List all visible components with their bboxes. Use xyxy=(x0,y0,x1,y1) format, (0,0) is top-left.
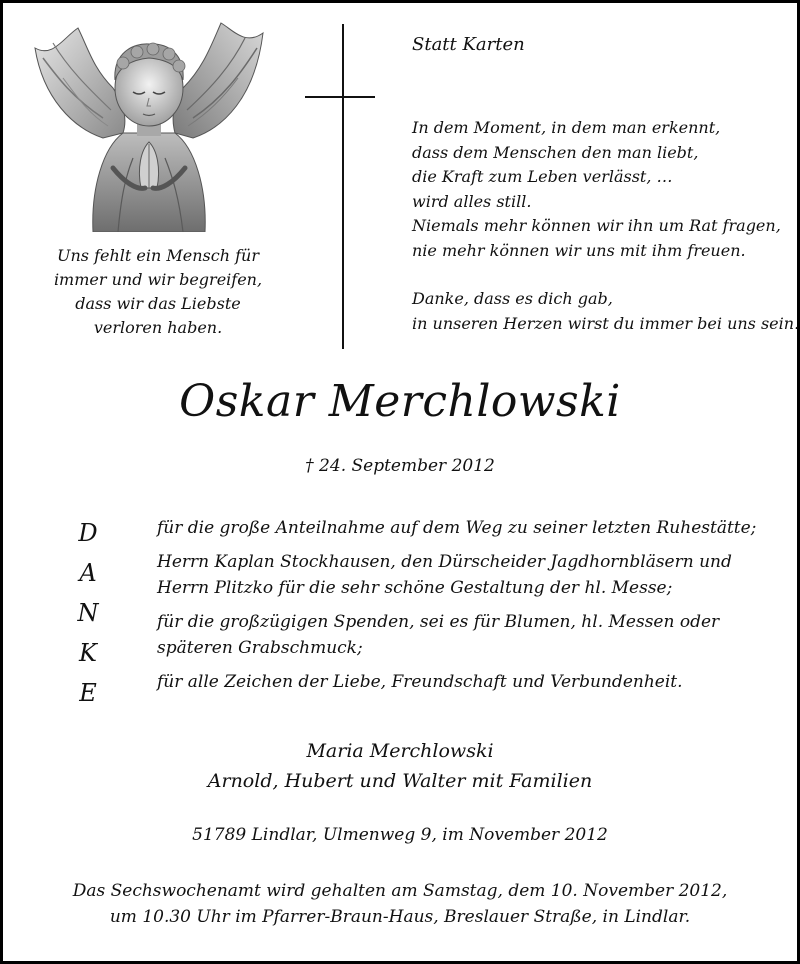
danke-letter: N xyxy=(77,599,99,627)
family-line: Arnold, Hubert und Walter mit Familien xyxy=(207,770,593,792)
poem-line: Niemals mehr können wir ihn um Rat fragen, xyxy=(412,216,781,235)
poem xyxy=(412,116,792,263)
thanks-item xyxy=(157,669,777,695)
left-quote-line: dass wir das Liebste xyxy=(75,294,241,313)
thanks-item xyxy=(157,515,777,541)
thanks-item-line: späteren Grabschmuck; xyxy=(157,638,363,658)
service-line: Das Sechswochenamt wird gehalten am Samstag, dem 10. November 2012, xyxy=(72,881,728,901)
angel-picture xyxy=(33,18,265,232)
left-quote xyxy=(20,244,296,340)
thanks-item-line: für die großzügigen Spenden, sei es für Blumen, hl. Messen oder xyxy=(157,612,720,632)
danke-letter: E xyxy=(79,679,97,707)
family-signature xyxy=(0,736,800,796)
poem-line: dass dem Menschen den man liebt, xyxy=(412,142,699,162)
danke-vertical xyxy=(68,513,108,713)
left-quote-line: Uns fehlt ein Mensch für xyxy=(57,246,259,265)
danke-letter: K xyxy=(79,639,97,667)
thanks-item-line: Herrn Plitzko für die sehr schöne Gestaltung der hl. Messe; xyxy=(157,578,673,598)
poem-line: nie mehr können wir uns mit ihm freuen. xyxy=(412,240,746,260)
poem-line: die Kraft zum Leben verlässt, … xyxy=(412,167,673,186)
service-line: um 10.30 Uhr im Pfarrer-Braun-Haus, Breslauer Straße, in Lindlar. xyxy=(109,907,691,927)
thanks-item-line: für die große Anteilnahme auf dem Weg zu seiner letzten Ruhestätte; xyxy=(157,518,757,538)
left-quote-line: immer und wir begreifen, xyxy=(53,270,263,289)
service-announcement xyxy=(0,878,800,930)
thanks-item-line: Herrn Kaplan Stockhausen, den Dürscheider Jagdhornbläsern und xyxy=(157,552,732,572)
thanks-item xyxy=(157,549,777,601)
poem-line: wird alles still. xyxy=(412,191,532,211)
deceased-name: Oskar Merchlowski xyxy=(179,376,621,427)
family-line: Maria Merchlowski xyxy=(306,740,494,762)
thanks-item-line: für alle Zeichen der Liebe, Freundschaft und Verbundenheit. xyxy=(157,672,683,692)
left-quote-line: verloren haben. xyxy=(93,318,223,337)
statt-karten-heading: Statt Karten xyxy=(412,34,525,55)
thanks-note xyxy=(412,286,800,336)
thanks-note-line: Danke, dass es dich gab, xyxy=(412,289,613,308)
danke-letter: D xyxy=(78,519,98,547)
thanks-list xyxy=(157,515,777,703)
praying-angel-icon xyxy=(33,18,265,232)
address-line: 51789 Lindlar, Ulmenweg 9, im November 2012 xyxy=(192,825,608,845)
thanks-item xyxy=(157,609,777,661)
poem-line: In dem Moment, in dem man erkennt, xyxy=(412,118,721,137)
danke-letter: A xyxy=(79,559,97,587)
cross-horizontal-bar xyxy=(305,96,375,98)
thanks-note-line: in unseren Herzen wirst du immer bei uns sein. xyxy=(412,314,800,333)
cross-vertical-bar xyxy=(342,24,344,349)
death-date: † 24. September 2012 xyxy=(305,456,495,476)
